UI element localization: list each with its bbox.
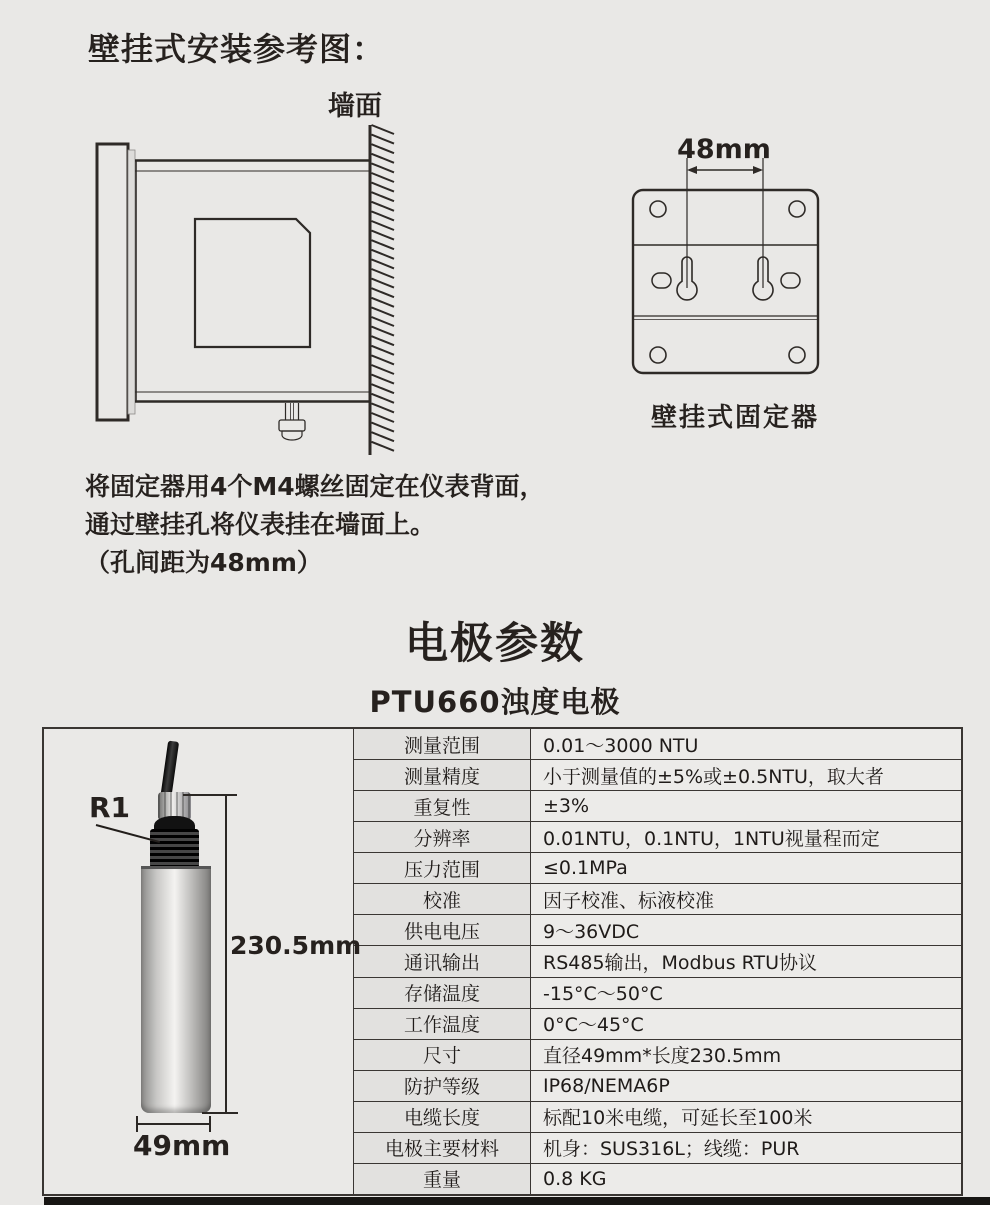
spec-row: [354, 1164, 961, 1194]
probe-length-label: 230.5mm: [230, 931, 362, 960]
bracket-hole-spacing-label: 48mm: [677, 134, 771, 165]
instruction-line: 将固定器用4个M4螺丝固定在仪表背面，: [85, 472, 545, 501]
spec-label-cell: 通讯输出: [354, 946, 531, 976]
wall-surface-label: 墙面: [328, 91, 382, 122]
spec-label-cell: 重量: [354, 1164, 531, 1194]
instruction-line: 通过壁挂孔将仪表挂在墙面上。: [85, 510, 436, 539]
probe-connector: [158, 792, 191, 819]
spec-value-cell: ≤0.1MPa: [531, 853, 961, 883]
wall-bracket-diagram: [615, 150, 875, 395]
bracket-plate: [633, 190, 818, 373]
probe-threads: [150, 829, 199, 868]
probe-diameter-label: 49mm: [133, 1129, 231, 1162]
spec-value-cell: ±3%: [531, 791, 961, 821]
spec-row: [354, 1133, 961, 1164]
probe-body: [141, 866, 211, 1113]
spec-row: [354, 946, 961, 977]
spec-value-cell: 直径49mm*长度230.5mm: [531, 1040, 961, 1070]
wall-mount-side-view-diagram: [55, 105, 415, 470]
panel-step: [128, 150, 135, 414]
spec-label-cell: 重复性: [354, 791, 531, 821]
cable-gland: [279, 403, 305, 440]
screw-hole: [789, 347, 805, 363]
spec-value-cell: 9～36VDC: [531, 915, 961, 945]
length-dim-tick: [202, 1112, 238, 1114]
spec-label-cell: 尺寸: [354, 1040, 531, 1070]
install-section-title: 壁挂式安装参考图：: [88, 30, 386, 68]
wall-hatching: [372, 125, 395, 451]
spec-label-cell: 分辨率: [354, 822, 531, 852]
spec-row: [354, 853, 961, 884]
spec-value-cell: 因子校准、标液校准: [531, 884, 961, 914]
install-instructions: [85, 468, 545, 582]
spec-label-cell: 防护等级: [354, 1071, 531, 1101]
length-dim-tick: [183, 794, 237, 796]
spec-value-cell: 0.01～3000 NTU: [531, 729, 961, 759]
side-slot: [652, 273, 671, 288]
screw-hole: [650, 201, 666, 217]
length-dimension-line: [225, 794, 227, 1114]
electrode-model-subheading: PTU660浊度电极: [369, 685, 621, 719]
screw-hole: [650, 347, 666, 363]
spec-rows: [354, 729, 961, 1194]
spec-label-cell: 电极主要材料: [354, 1133, 531, 1163]
dimension-48mm: [687, 158, 763, 288]
spec-value-cell: RS485输出，Modbus RTU协议: [531, 946, 961, 976]
spec-row: [354, 1102, 961, 1133]
spec-row: [354, 1071, 961, 1102]
diameter-dimension-line: [136, 1123, 211, 1125]
spec-value-cell: 0°C～45°C: [531, 1009, 961, 1039]
spec-row: [354, 1009, 961, 1040]
spec-row: [354, 884, 961, 915]
next-section-edge: [44, 1197, 990, 1205]
spec-label-cell: 电缆长度: [354, 1102, 531, 1132]
spec-row: [354, 1040, 961, 1071]
spec-label-cell: 供电电压: [354, 915, 531, 945]
spec-value-cell: 小于测量值的±5%或±0.5NTU，取大者: [531, 760, 961, 790]
spec-value-cell: 标配10米电缆，可延长至100米: [531, 1102, 961, 1132]
spec-label-cell: 测量精度: [354, 760, 531, 790]
spec-label-cell: 校准: [354, 884, 531, 914]
spec-row: [354, 760, 961, 791]
spec-label-cell: 压力范围: [354, 853, 531, 883]
side-slot: [781, 273, 800, 288]
screw-hole: [789, 201, 805, 217]
spec-row: [354, 915, 961, 946]
spec-value-cell: 0.8 KG: [531, 1164, 961, 1194]
probe-photo-cell: [44, 729, 362, 1194]
spec-row: [354, 729, 961, 760]
spec-value-cell: -15°C～50°C: [531, 978, 961, 1008]
probe-radius-label: R1: [89, 791, 131, 824]
instrument-back-plate: [195, 219, 310, 347]
spec-row: [354, 978, 961, 1009]
electrode-spec-table: [42, 727, 963, 1196]
spec-row: [354, 822, 961, 853]
spec-value-cell: 机身：SUS316L；线缆：PUR: [531, 1133, 961, 1163]
spec-label-cell: 工作温度: [354, 1009, 531, 1039]
spec-label-cell: 存储温度: [354, 978, 531, 1008]
electrode-params-heading: 电极参数: [405, 619, 585, 669]
spec-value-cell: IP68/NEMA6P: [531, 1071, 961, 1101]
bracket-caption: 壁挂式固定器: [650, 403, 819, 433]
instrument-front-panel: [97, 144, 128, 420]
instruction-line: （孔间距为48mm）: [85, 548, 322, 577]
spec-value-cell: 0.01NTU，0.1NTU，1NTU视量程而定: [531, 822, 961, 852]
spec-label-cell: 测量范围: [354, 729, 531, 759]
spec-row: [354, 791, 961, 822]
